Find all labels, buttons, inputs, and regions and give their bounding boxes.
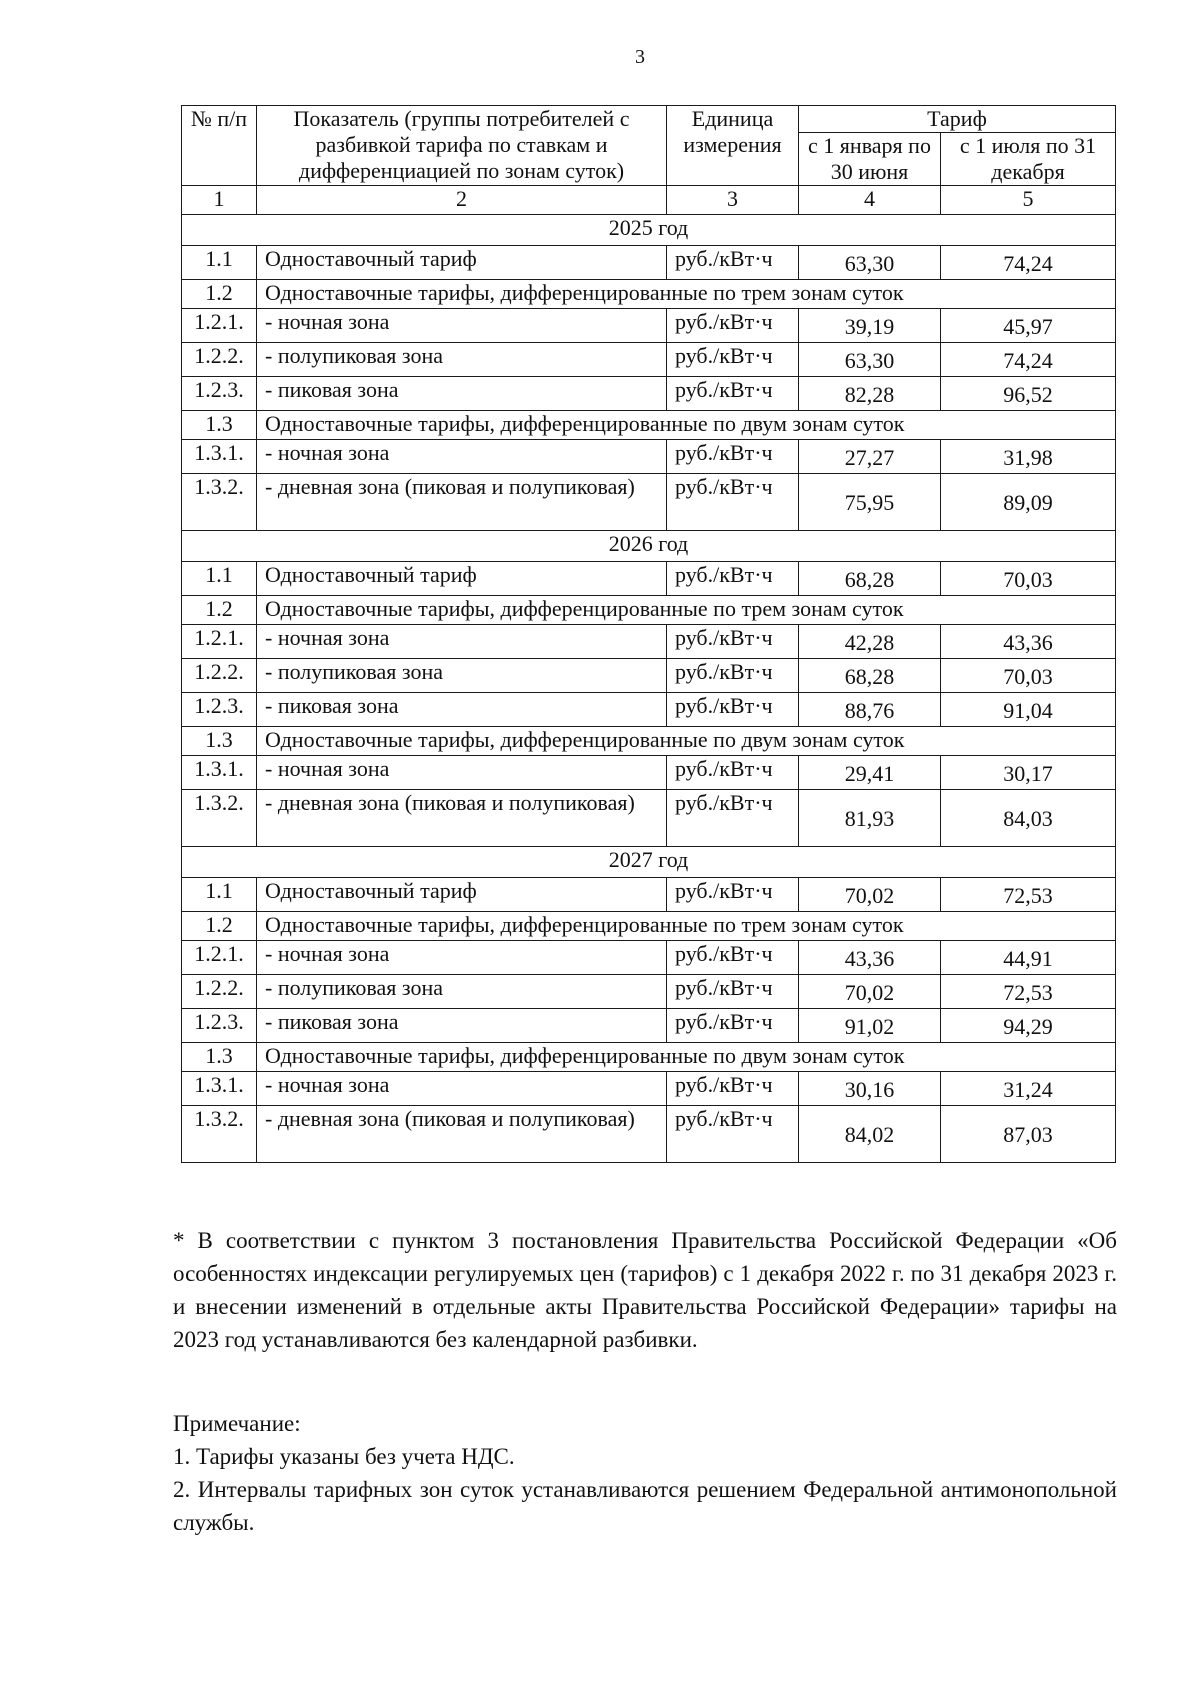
page-number: 3 [635,46,645,68]
group-title: Одноставочные тарифы, дифференцированные по двум зонам суток [257,1043,1116,1072]
column-number: 1 [182,186,257,215]
note-item: 1. Тарифы указаны без учета НДС. [173,1444,515,1469]
row-value-period-2: 84,03 [941,790,1116,847]
note-block [173,1407,1117,1539]
row-value-period-2: 70,03 [941,562,1116,596]
table-row [182,1072,1116,1106]
table-row [182,246,1116,280]
column-number: 5 [941,186,1116,215]
table-row [182,1009,1116,1043]
year-row [182,215,1116,246]
row-value-period-1: 27,27 [799,440,941,474]
row-value-period-1: 63,30 [799,246,941,280]
row-value-period-2: 94,29 [941,1009,1116,1043]
row-indicator: - пиковая зона [257,693,667,727]
tariff-table [181,105,1116,1163]
row-unit: руб./кВт·ч [667,246,799,280]
row-unit: руб./кВт·ч [667,878,799,912]
row-unit: руб./кВт·ч [667,625,799,659]
group-number: 1.3 [182,1043,257,1072]
row-indicator: - дневная зона (пиковая и полупиковая) [257,790,667,847]
row-indicator: Одноставочный тариф [257,562,667,596]
row-number: 1.1 [182,878,257,912]
group-title: Одноставочные тарифы, дифференцированные по трем зонам суток [257,596,1116,625]
table-row [182,1106,1116,1163]
header-unit: Единица измерения [667,106,799,186]
table-row [182,790,1116,847]
row-value-period-1: 70,02 [799,975,941,1009]
table-row [182,377,1116,411]
row-number: 1.3.2. [182,790,257,847]
column-number: 4 [799,186,941,215]
table-row [182,343,1116,377]
year-row [182,847,1116,878]
row-value-period-2: 30,17 [941,756,1116,790]
row-indicator: - дневная зона (пиковая и полупиковая) [257,1106,667,1163]
header-tariff: Тариф [799,106,1116,133]
row-indicator: - ночная зона [257,309,667,343]
row-value-period-1: 43,36 [799,941,941,975]
row-number: 1.2.1. [182,625,257,659]
row-value-period-1: 68,28 [799,659,941,693]
row-value-period-1: 68,28 [799,562,941,596]
row-unit: руб./кВт·ч [667,941,799,975]
row-unit: руб./кВт·ч [667,1072,799,1106]
row-value-period-2: 45,97 [941,309,1116,343]
group-title: Одноставочные тарифы, дифференцированные по двум зонам суток [257,727,1116,756]
group-row [182,1043,1116,1072]
row-value-period-2: 74,24 [941,246,1116,280]
table-row [182,309,1116,343]
row-unit: руб./кВт·ч [667,693,799,727]
group-title: Одноставочные тарифы, дифференцированные по трем зонам суток [257,280,1116,309]
row-unit: руб./кВт·ч [667,309,799,343]
row-indicator: - дневная зона (пиковая и полупиковая) [257,474,667,531]
row-unit: руб./кВт·ч [667,377,799,411]
column-numbers-row [182,186,1116,215]
row-unit: руб./кВт·ч [667,790,799,847]
row-unit: руб./кВт·ч [667,1106,799,1163]
row-unit: руб./кВт·ч [667,440,799,474]
row-number: 1.1 [182,562,257,596]
row-unit: руб./кВт·ч [667,343,799,377]
row-indicator: - ночная зона [257,440,667,474]
row-number: 1.3.1. [182,756,257,790]
table-row [182,693,1116,727]
row-unit: руб./кВт·ч [667,659,799,693]
row-value-period-1: 70,02 [799,878,941,912]
group-number: 1.2 [182,912,257,941]
row-value-period-1: 84,02 [799,1106,941,1163]
row-number: 1.3.1. [182,1072,257,1106]
row-unit: руб./кВт·ч [667,474,799,531]
row-indicator: - ночная зона [257,756,667,790]
row-unit: руб./кВт·ч [667,1009,799,1043]
row-number: 1.3.2. [182,1106,257,1163]
row-unit: руб./кВт·ч [667,975,799,1009]
table-row [182,756,1116,790]
header-period-1: с 1 января по 30 июня [799,133,941,186]
group-number: 1.2 [182,280,257,309]
row-unit: руб./кВт·ч [667,756,799,790]
row-value-period-2: 31,98 [941,440,1116,474]
row-value-period-2: 96,52 [941,377,1116,411]
row-indicator: Одноставочный тариф [257,878,667,912]
group-number: 1.3 [182,727,257,756]
group-row [182,912,1116,941]
row-value-period-2: 74,24 [941,343,1116,377]
row-number: 1.2.2. [182,659,257,693]
row-value-period-1: 30,16 [799,1072,941,1106]
row-number: 1.2.3. [182,377,257,411]
row-indicator: - полупиковая зона [257,659,667,693]
column-number: 2 [257,186,667,215]
row-value-period-1: 42,28 [799,625,941,659]
row-number: 1.2.3. [182,693,257,727]
table-header [182,106,1116,215]
group-row [182,411,1116,440]
table-body [182,215,1116,1163]
header-indicator: Показатель (группы потребителей с разбивкой тарифа по ставкам и дифференциацией по зонам суток) [257,106,667,186]
row-value-period-1: 63,30 [799,343,941,377]
table-row [182,941,1116,975]
note-item: 2. Интервалы тарифных зон суток устанавливаются решением Федеральной антимонопольной службы. [173,1477,1117,1535]
row-indicator: - ночная зона [257,941,667,975]
row-value-period-2: 31,24 [941,1072,1116,1106]
row-value-period-1: 88,76 [799,693,941,727]
group-row [182,596,1116,625]
header-number: № п/п [182,106,257,186]
row-value-period-2: 43,36 [941,625,1116,659]
table-row [182,562,1116,596]
row-number: 1.2.1. [182,309,257,343]
row-number: 1.2.2. [182,343,257,377]
row-indicator: - полупиковая зона [257,975,667,1009]
table-row [182,625,1116,659]
table-row [182,440,1116,474]
row-unit: руб./кВт·ч [667,562,799,596]
year-label: 2027 год [182,847,1116,878]
row-indicator: - ночная зона [257,625,667,659]
row-number: 1.1 [182,246,257,280]
row-value-period-1: 91,02 [799,1009,941,1043]
row-value-period-1: 75,95 [799,474,941,531]
row-indicator: Одноставочный тариф [257,246,667,280]
column-number: 3 [667,186,799,215]
row-indicator: - пиковая зона [257,1009,667,1043]
row-indicator: - пиковая зона [257,377,667,411]
row-value-period-2: 91,04 [941,693,1116,727]
header-period-2: с 1 июля по 31 декабря [941,133,1116,186]
row-value-period-2: 72,53 [941,878,1116,912]
row-number: 1.2.3. [182,1009,257,1043]
group-row [182,727,1116,756]
row-value-period-2: 70,03 [941,659,1116,693]
row-indicator: - полупиковая зона [257,343,667,377]
row-value-period-2: 44,91 [941,941,1116,975]
row-value-period-2: 89,09 [941,474,1116,531]
row-value-period-2: 72,53 [941,975,1116,1009]
year-label: 2025 год [182,215,1116,246]
group-row [182,280,1116,309]
year-label: 2026 год [182,531,1116,562]
row-number: 1.2.1. [182,941,257,975]
row-value-period-2: 87,03 [941,1106,1116,1163]
group-title: Одноставочные тарифы, дифференцированные по трем зонам суток [257,912,1116,941]
group-number: 1.2 [182,596,257,625]
table-row [182,474,1116,531]
row-number: 1.2.2. [182,975,257,1009]
table-row [182,878,1116,912]
group-title: Одноставочные тарифы, дифференцированные по двум зонам суток [257,411,1116,440]
row-value-period-1: 81,93 [799,790,941,847]
year-row [182,531,1116,562]
group-number: 1.3 [182,411,257,440]
row-indicator: - ночная зона [257,1072,667,1106]
row-value-period-1: 39,19 [799,309,941,343]
row-number: 1.3.2. [182,474,257,531]
row-number: 1.3.1. [182,440,257,474]
row-value-period-1: 82,28 [799,377,941,411]
table-row [182,975,1116,1009]
table-row [182,659,1116,693]
footnote: * В соответствии с пунктом 3 постановления Правительства Российской Федерации «Об особенностях индексации регулируемых цен (тарифов) с 1 декабря 2022 г. по 31 декабря 2023 г. и внесении изменений в отдельные акты Правительства Российской Федерации» тарифы на 2023 год устанавливаются без календарной разбивки. [173,1228,1117,1352]
row-value-period-1: 29,41 [799,756,941,790]
note-title: Примечание: [173,1411,301,1436]
